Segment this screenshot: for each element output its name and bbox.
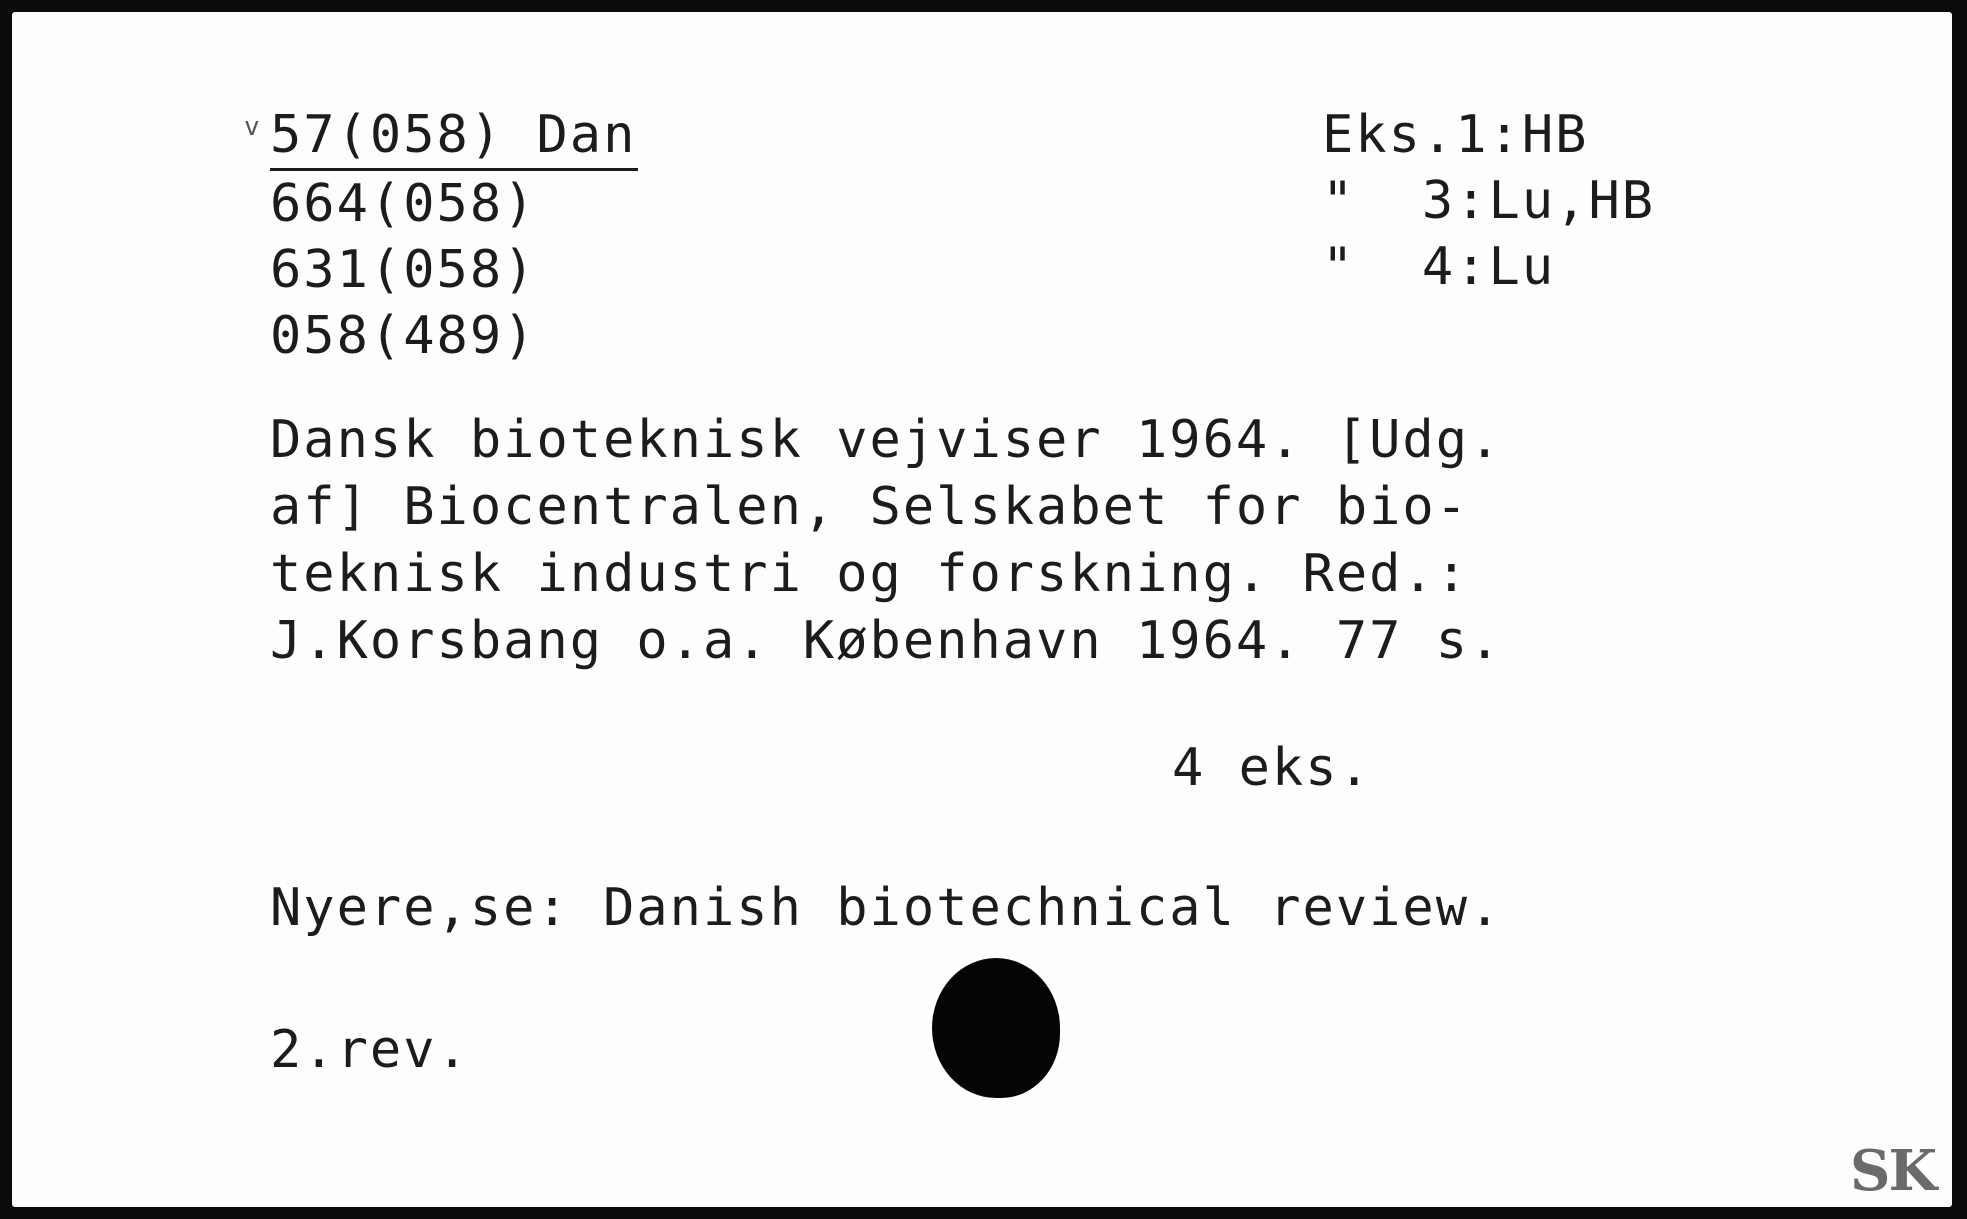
catalog-card (12, 12, 1952, 1207)
description-line: af] Biocentralen, Selskabet for bio- (270, 477, 1470, 537)
primary-classmark: 57(058) Dan (270, 102, 638, 171)
punch-hole (932, 958, 1060, 1098)
copies-count: 4 eks. (1172, 738, 1372, 798)
holdings-line: " 3:Lu,HB (1322, 171, 1656, 231)
holdings-list (1322, 102, 1655, 300)
description-line: J.Korsbang o.a. København 1964. 77 s. (270, 611, 1503, 671)
description-line: Dansk bioteknisk vejviser 1964. [Udg. (270, 410, 1503, 470)
holdings-line: Eks.1:HB (1322, 105, 1589, 165)
classification-marks (270, 102, 638, 369)
secondary-classmark: 631(058) (270, 240, 537, 300)
description-line: teknisk industri og forskning. Red.: (270, 544, 1470, 604)
see-also-reference: Nyere,se: Danish biotechnical review. (270, 878, 1503, 938)
revision-note: 2.rev. (270, 1020, 470, 1080)
secondary-classmark: 058(489) (270, 306, 537, 366)
library-stamp: SK (1850, 1138, 1936, 1204)
check-mark: v (244, 112, 262, 142)
bibliographic-description (270, 407, 1502, 675)
secondary-classmark: 664(058) (270, 174, 537, 234)
holdings-line: " 4:Lu (1322, 237, 1556, 297)
